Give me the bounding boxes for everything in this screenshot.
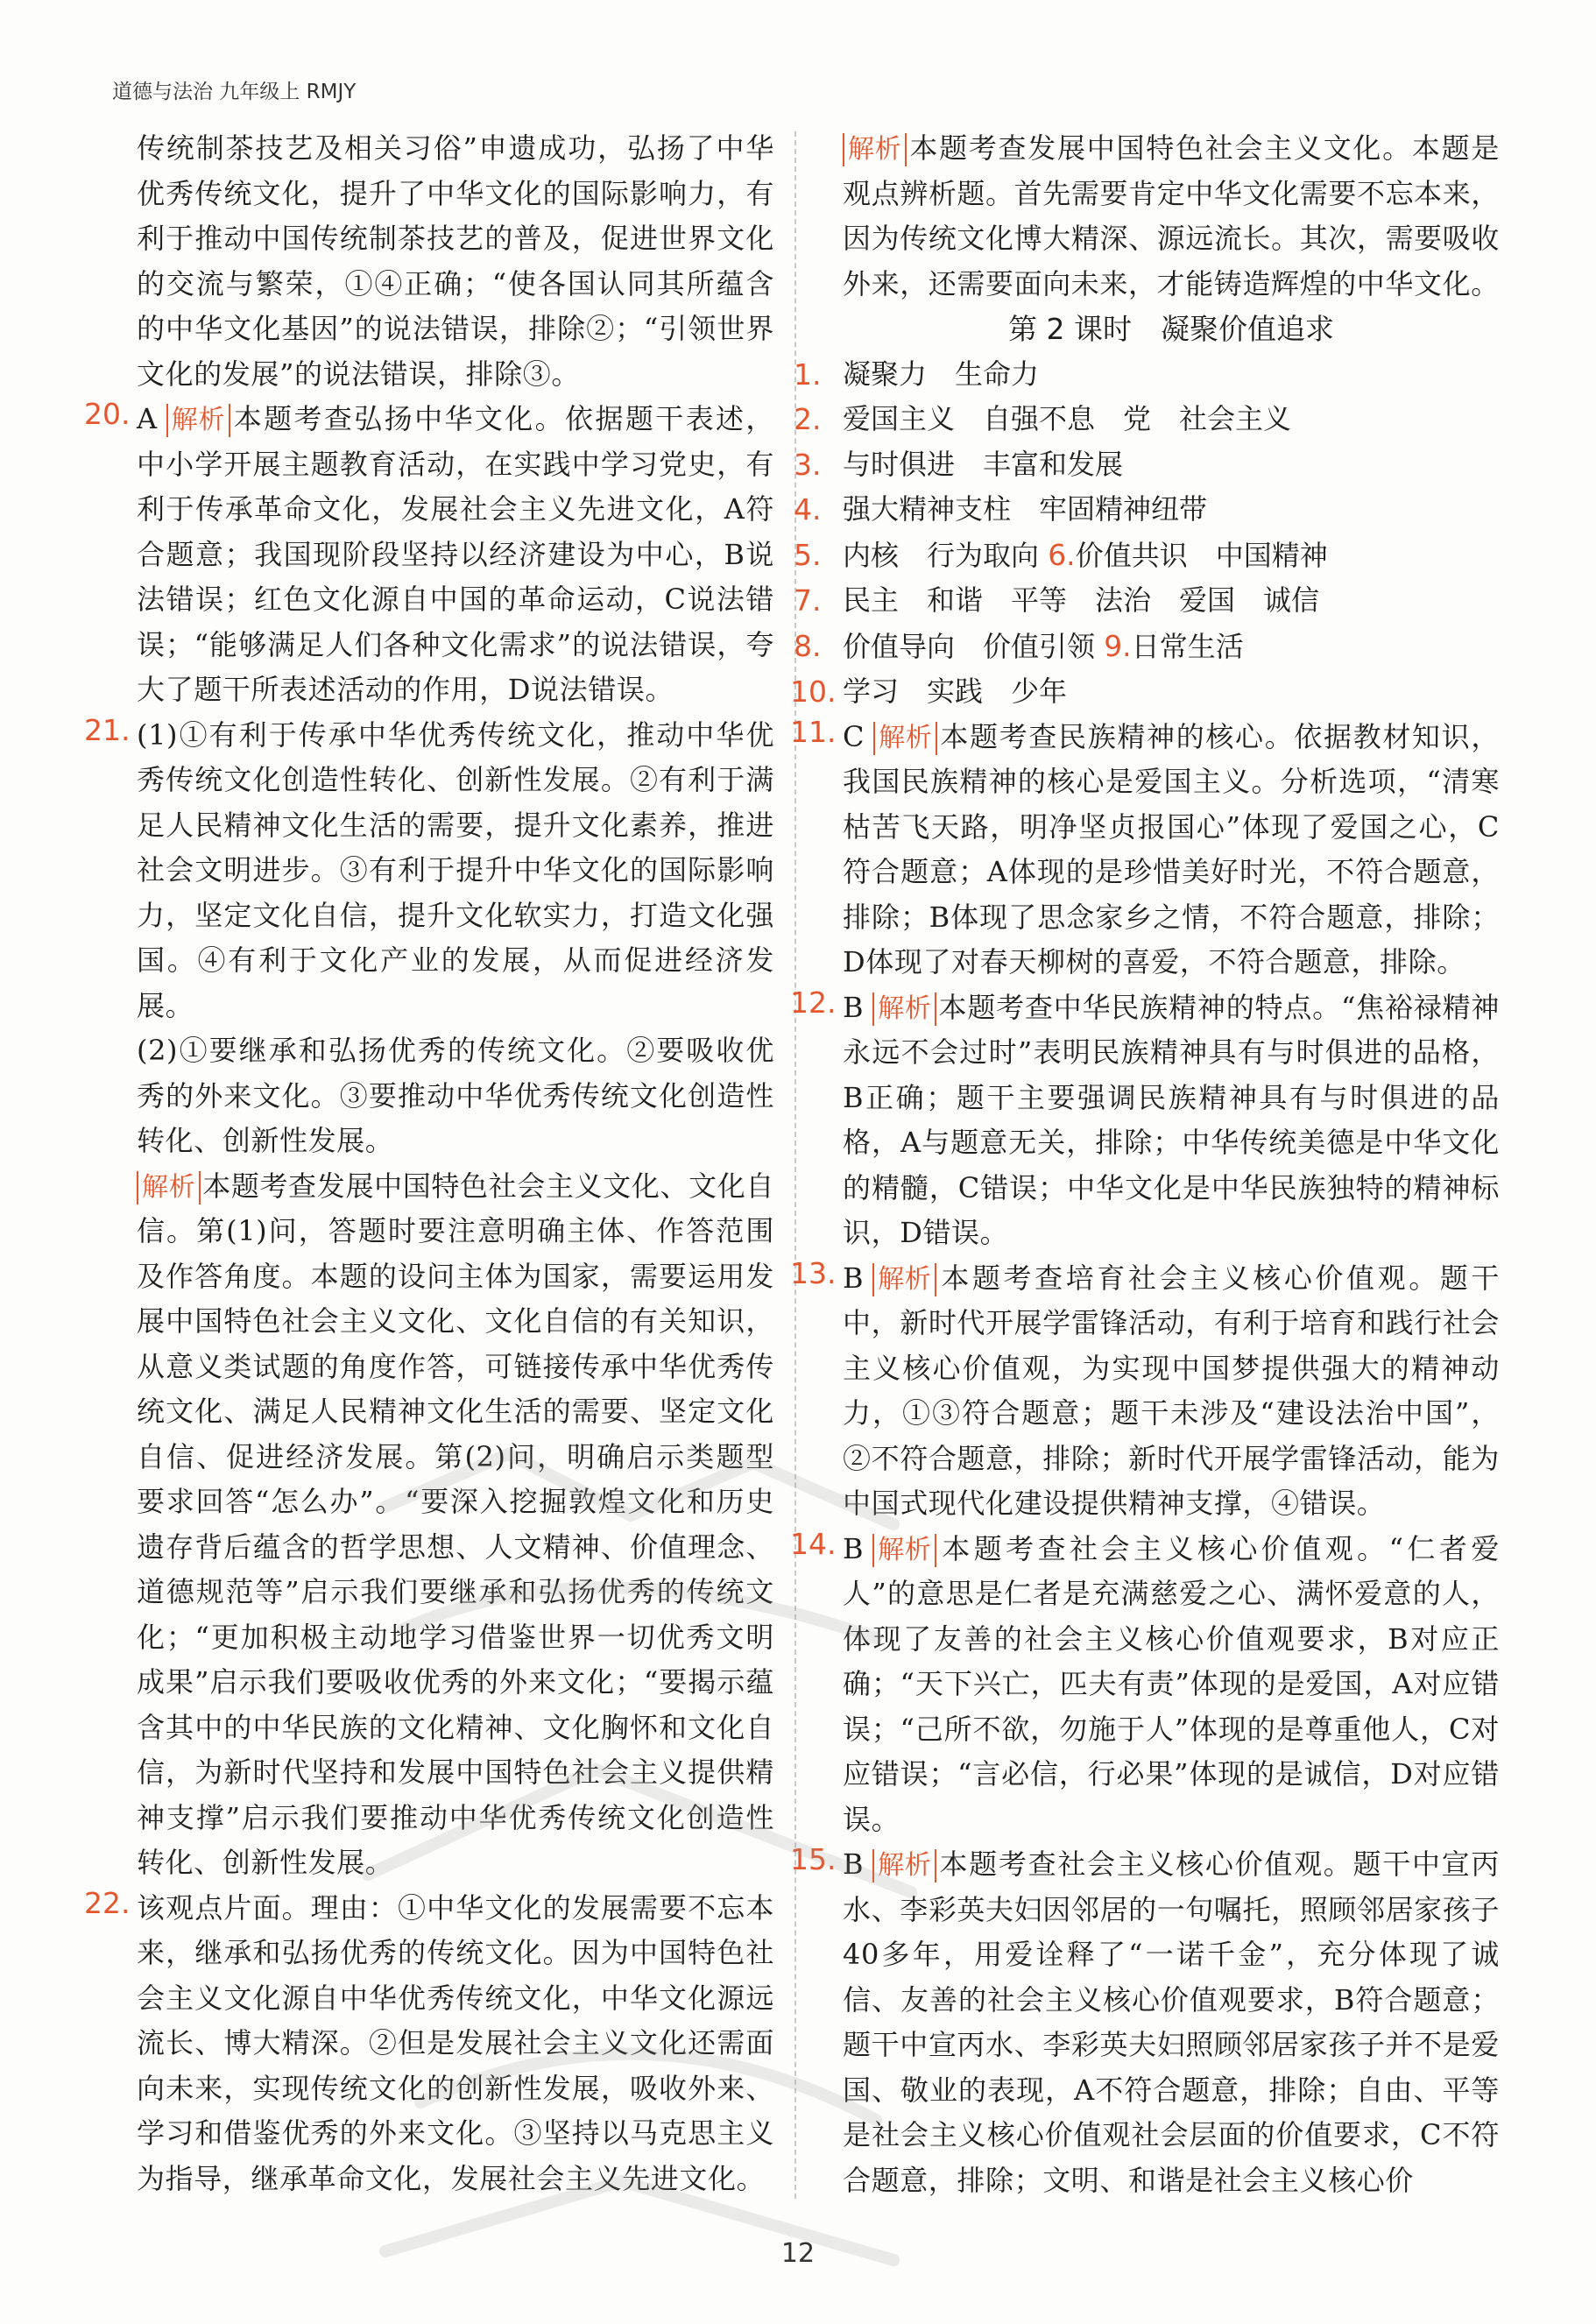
answer-choice: C xyxy=(843,719,865,753)
analysis-tag: 解析 xyxy=(872,992,936,1026)
answer-choice: B xyxy=(843,1261,865,1295)
question-number: 6. xyxy=(1048,537,1076,572)
page-number: 12 xyxy=(780,2238,816,2269)
fill-item: 2. 爱国主义 自强不息 党 社会主义 xyxy=(815,397,1500,442)
question-12 xyxy=(790,985,1500,1256)
question-number: 20. xyxy=(84,397,131,431)
answer-part-1: (1)①有利于传承中华优秀传统文化，推动中华优秀传统文化创造性转化、创新性发展。②有利于满足人民精神文化生活的需要，提升文化素养，推进社会文明进步。③有利于提升中华文化的国际影响力，坚定文化自信，提升文化软实力，打造文化强国。④有利于文化产业的发展，从而促进经济发展。 xyxy=(137,717,774,1022)
analysis-text: 本题考查培育社会主义核心价值观。题干中，新时代开展学雷锋活动，有利于培育和践行社会主义核心价值观，为实现中国梦提供强大的精神动力，①③符合题意；题干未涉及“建设法治中国”，②不符合题意，排除；新时代开展学雷锋活动，能为中国式现代化建设提供精神支撑，④错误。 xyxy=(843,1261,1500,1520)
analysis-text: 本题考查弘扬中华文化。依据题干表述，中小学开展主题教育活动，在实践中学习党史，有利于传承革命文化，发展社会主义先进文化，A符合题意；我国现阶段坚持以经济建设为中心，B说法错误；红色文化源自中国的革命运动，C说法错误；“能够满足人们各种文化需求”的说法错误，夸大了题干所表述活动的作用，D说法错误。 xyxy=(137,402,774,706)
answer-choice: B xyxy=(843,990,865,1024)
fill-item: 5. 内核 行为取向 6.价值共识 中国精神 xyxy=(815,533,1500,579)
question-number: 21. xyxy=(84,712,131,747)
question-number: 14. xyxy=(790,1526,837,1561)
fill-item: 1. 凝聚力 生命力 xyxy=(815,352,1500,398)
fill-item: 10. 学习 实践 少年 xyxy=(815,669,1500,715)
q19-continuation: 传统制茶技艺及相关习俗”申遗成功，弘扬了中华优秀传统文化，提升了中华文化的国际影响力，有利于推动中国传统制茶技艺的普及，促进世界文化的交流与繁荣，①④正确；“使各国认同其所蕴含的中华文化基因”的说法错误，排除②；“引领世界文化的发展”的说法错误，排除③。 xyxy=(137,131,774,391)
answer-choice: A xyxy=(137,402,158,435)
analysis-text: 本题考查社会主义核心价值观。“仁者爱人”的意思是仁者是充满慈爱之心、满怀爱意的人，体现了友善的社会主义核心价值观要求，B对应正确；“天下兴亡，匹夫有责”体现的是爱国，A对应错误；“己所不欲，勿施于人”体现的是尊重他人，C对应错误；“言必信，行必果”体现的是诚信，D对应错误。 xyxy=(843,1531,1500,1836)
analysis-text: 本题考查发展中国特色社会主义文化、文化自信。第(1)问，答题时要注意明确主体、作答范围及作答角度。本题的设问主体为国家，需要运用发展中国特色社会主义文化、文化自信的有关知识，从意义类试题的角度作答，可链接传承中华优秀传统文化、满足人民精神文化生活的需要、坚定文化自信、促进经济发展。第(2)问，明确启示类题型要求回答“怎么办”。“要深入挖掘敦煌文化和历史遗存背后蕴含的哲学思想、人文精神、价值理念、道德规范等”启示我们要继承和弘扬优秀的传统文化；“更加积极主动地学习借鉴世界一切优秀文明成果”启示我们要吸收优秀的外来文化；“要揭示蕴含其中的中华民族的文化精神、文化胸怀和文化自信，为新时代坚持和发展中国特色社会主义提供精神支撑”启示我们要推动中华优秀传统文化创造性转化、创新性发展。 xyxy=(137,1169,774,1879)
analysis-text: 本题考查中华民族精神的特点。“焦裕禄精神永远不会过时”表明民族精神具有与时俱进的品格，B正确；题干主要强调民族精神具有与时俱进的品格，A与题意无关，排除；中华传统美德是中华文化的精髓，C错误；中华文化是中华民族独特的精神标识，D错误。 xyxy=(843,990,1500,1249)
question-number: 3. xyxy=(794,447,822,482)
analysis-tag: 解析 xyxy=(872,1263,936,1296)
answer-choice: B xyxy=(843,1847,865,1881)
answer-part-2: (2)①要继承和弘扬优秀的传统文化。②要吸收优秀的外来文化。③要推动中华优秀传统文化创造性转化、创新性发展。 xyxy=(137,1034,774,1157)
analysis-text: 本题考查发展中国特色社会主义文化。本题是观点辨析题。首先需要肯定中华文化需要不忘本来，因为传统文化博大精深、源远流长。其次，需要吸收外来，还需要面向未来，才能铸造辉煌的中华文化。 xyxy=(843,131,1500,300)
lesson-title: 第 2 课时 凝聚价值追求 xyxy=(1008,312,1334,346)
answer-text: 该观点片面。理由：①中华文化的发展需要不忘本来，继承和弘扬优秀的传统文化。因为中国特色社会主义文化源自中华优秀传统文化，中华文化源远流长、博大精深。②但是发展社会主义文化还需面向未来，实现传统文化的创新性发展，吸收外来、学习和借鉴优秀的外来文化。③坚持以马克思主义为指导，继承革命文化，发展社会主义先进文化。 xyxy=(137,1890,774,2195)
analysis-text: 本题考查社会主义核心价值观。题干中宣丙水、李彩英夫妇因邻居的一句嘱托，照顾邻居家孩子40多年，用爱诠释了“一诺千金”，充分体现了诚信、友善的社会主义核心价值观要求，B符合题意；题干中宣丙水、李彩英夫妇照顾邻居家孩子并不是爱国、敬业的表现，A不符合题意，排除；自由、平等是社会主义核心价值观社会层面的价值要求，C不符合题意，排除；文明、和谐是社会主义核心价 xyxy=(843,1847,1500,2197)
analysis-text: 本题考查民族精神的核心。依据教材知识，我国民族精神的核心是爱国主义。分析选项，“清寒枯苦飞天路，明净坚贞报国心”体现了爱国之心，C符合题意；A体现的是珍惜美好时光，不符合题意，排除；B体现了思念家乡之情，不符合题意，排除；D体现了对春天柳树的喜爱，不符合题意，排除。 xyxy=(843,719,1500,978)
question-number: 22. xyxy=(84,1885,131,1920)
question-20 xyxy=(84,397,774,713)
question-number: 5. xyxy=(794,537,822,572)
analysis-tag: 解析 xyxy=(843,133,907,166)
fill-item: 3. 与时俱进 丰富和发展 xyxy=(815,442,1500,488)
question-number: 9. xyxy=(1104,628,1132,663)
question-number: 13. xyxy=(790,1255,837,1290)
question-number: 2. xyxy=(794,402,822,436)
analysis-tag: 解析 xyxy=(873,722,937,755)
question-number: 8. xyxy=(794,628,822,663)
fill-item: 4. 强大精神支柱 牢固精神纽带 xyxy=(815,487,1500,533)
q22-analysis xyxy=(815,126,1500,307)
answer-choice: B xyxy=(843,1531,865,1565)
fill-item: 7. 民主 和谐 平等 法治 爱国 诚信 xyxy=(815,578,1500,624)
analysis-tag: 解析 xyxy=(872,1534,936,1567)
analysis-tag: 解析 xyxy=(872,1849,936,1883)
book-header: 道德与法治 九年级上 RMJY xyxy=(112,81,357,103)
analysis-tag: 解析 xyxy=(137,1171,201,1204)
question-number: 15. xyxy=(790,1842,837,1876)
question-number: 1. xyxy=(794,357,822,392)
fill-item: 8. 价值导向 价值引领 9.日常生活 xyxy=(815,624,1500,670)
analysis-tag: 解析 xyxy=(166,404,230,437)
watermark-graphic xyxy=(333,1437,946,2313)
question-number: 12. xyxy=(790,985,837,1020)
question-number: 7. xyxy=(794,583,822,618)
question-11 xyxy=(790,714,1500,985)
question-number: 4. xyxy=(794,492,822,526)
question-number: 11. xyxy=(790,714,837,749)
question-number: 10. xyxy=(790,675,837,709)
